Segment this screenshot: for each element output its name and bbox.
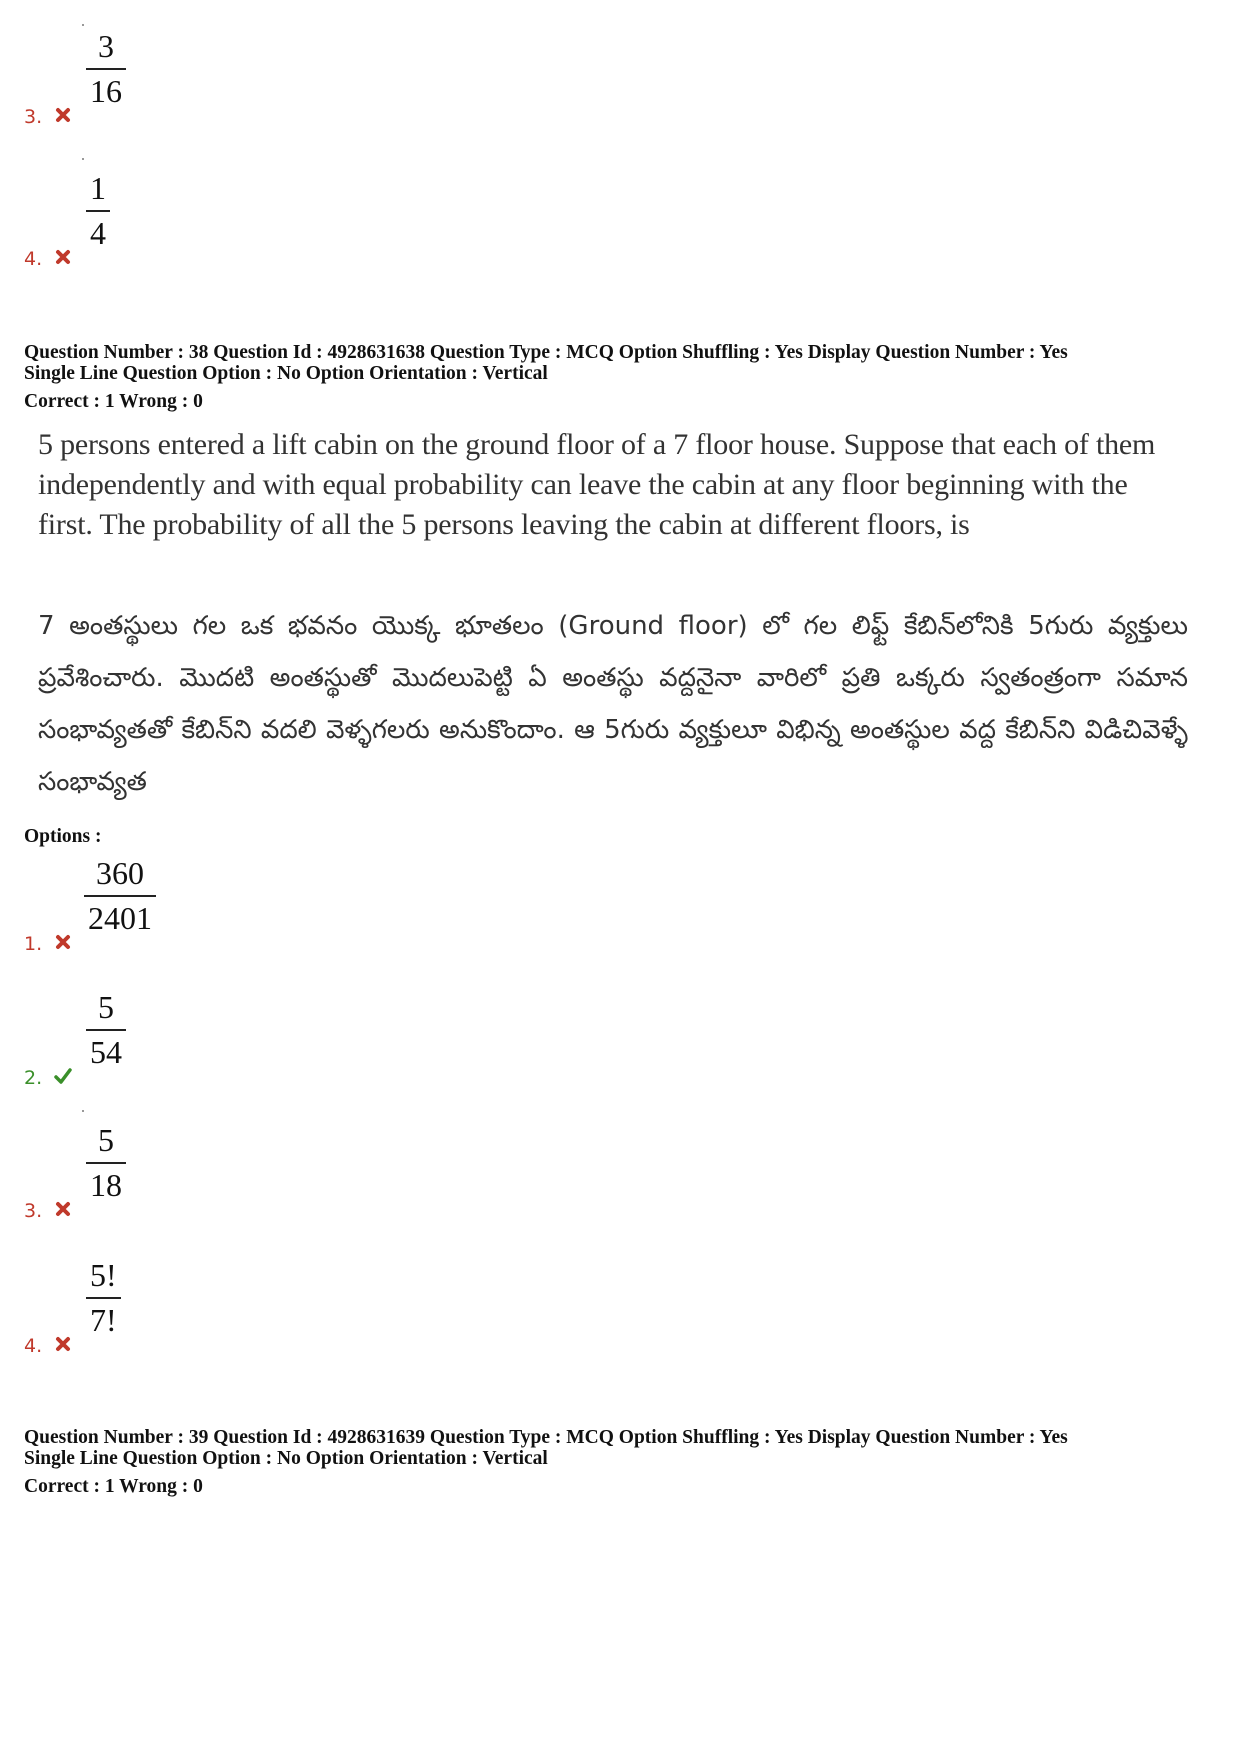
fraction-denominator: 16 [90, 72, 122, 109]
prev-option-4-fraction [86, 170, 110, 252]
fraction-numerator: 5 [98, 989, 114, 1025]
cross-icon [54, 248, 72, 266]
option-3 [24, 1122, 424, 1222]
question-38-meta-line1: Question Number : 38 Question Id : 4928631638 Question Type : MCQ Option Shuffling : Yes Display Question Number : Yes [24, 342, 1068, 363]
option-4-fraction [86, 1257, 121, 1339]
question-38-text-telugu: 7 అంతస్థులు గల ఒక భవనం యొక్క భూతలం (Ground floor) లో గల లిఫ్ట్ కేబిన్‌లోనికి 5గురు వ్యక్తులు ప్రవేశించారు. మొదటి అంతస్థుతో మొదలుపెట్టి ఏ అంతస్థు వద్దనైనా వారిలో ప్రతి ఒక్కరు స్వతంత్రంగా సమాన సంభావ్యతతో కేబిన్‌ని వదలి వెళ్ళగలరు అనుకొందాం. ఆ 5గురు వ్యక్తులూ విభిన్న అంతస్థుల వద్ద కేబిన్‌ని విడిచివెళ్ళే సంభావ్యత [38, 611, 1188, 797]
option-1 [24, 855, 424, 955]
prev-option-4 [24, 170, 424, 270]
check-icon [54, 1067, 72, 1085]
cross-icon [54, 933, 72, 951]
question-39-meta-line2: Single Line Question Option : No Option Orientation : Vertical [24, 1448, 548, 1469]
prev-option-3-fraction [86, 28, 126, 110]
option-2-fraction [86, 989, 126, 1071]
option-number: 1. [24, 933, 43, 955]
option-number: 3. [24, 1200, 43, 1222]
cross-icon [54, 1335, 72, 1353]
question-38-text-english: 5 persons entered a lift cabin on the ground floor of a 7 floor house. Suppose that each of them independently and with equal probability can leave the cabin at any floor beginning with the first. The probability of all the 5 persons leaving the cabin at different floors, is [38, 428, 1156, 541]
fraction-denominator: 2401 [88, 899, 152, 936]
cross-icon [54, 106, 72, 124]
fraction-denominator: 18 [90, 1166, 122, 1203]
option-number: 4. [24, 248, 43, 270]
option-3-fraction [86, 1122, 126, 1204]
option-1-fraction [84, 855, 156, 937]
prev-option-3 [24, 28, 424, 128]
fraction-denominator: 7! [90, 1301, 117, 1338]
question-38-marks: Correct : 1 Wrong : 0 [24, 391, 203, 412]
fraction-denominator: 4 [90, 214, 106, 251]
option-2 [24, 989, 424, 1089]
option-number: 2. [24, 1067, 43, 1089]
option-number: 3. [24, 106, 43, 128]
fraction-denominator: 54 [90, 1033, 122, 1070]
fraction-numerator: 1 [90, 170, 106, 206]
fraction-numerator: 5 [98, 1122, 114, 1158]
question-39-marks: Correct : 1 Wrong : 0 [24, 1476, 203, 1497]
fraction-numerator: 3 [98, 28, 114, 64]
option-4 [24, 1257, 424, 1357]
fraction-numerator: 360 [96, 855, 144, 891]
question-38-meta-line2: Single Line Question Option : No Option Orientation : Vertical [24, 363, 548, 384]
question-39-meta-line1: Question Number : 39 Question Id : 4928631639 Question Type : MCQ Option Shuffling : Yes Display Question Number : Yes [24, 1427, 1068, 1448]
options-label: Options : [24, 826, 102, 847]
option-number: 4. [24, 1335, 43, 1357]
cross-icon [54, 1200, 72, 1218]
fraction-numerator: 5! [90, 1257, 117, 1293]
